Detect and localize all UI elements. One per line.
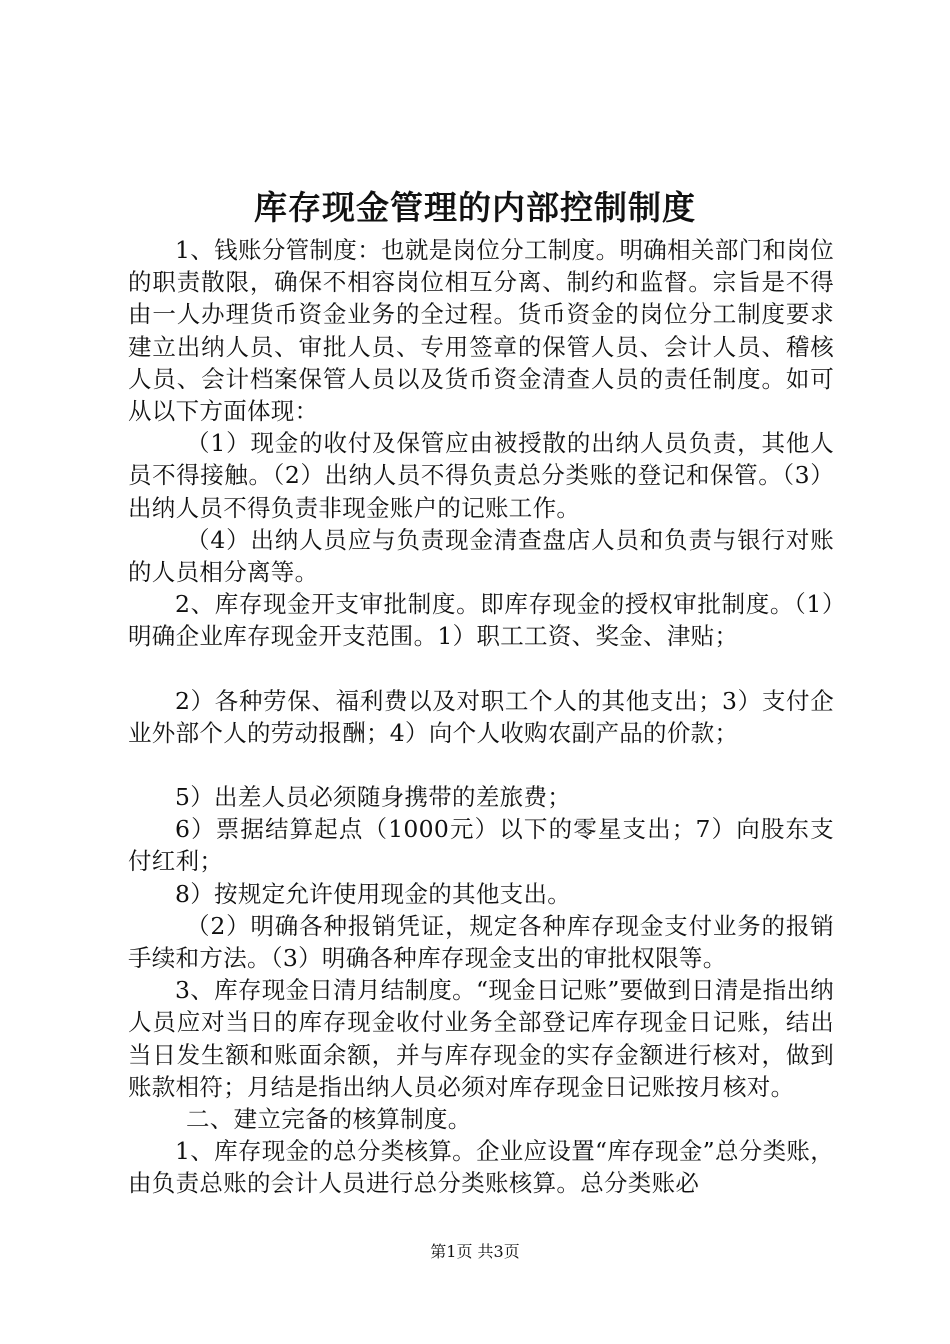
paragraph-3: （4）出纳人员应与负责现金清查盘店人员和负责与银行对账的人员相分离等。 <box>128 525 834 587</box>
paragraph-9: （2）明确各种报销凭证，规定各种库存现金支付业务的报销手续和方法。（3）明确各种库存现金支出的审批权限等。 <box>128 911 834 973</box>
document-body <box>128 234 834 1200</box>
paragraph-12: 1、库存现金的总分类核算。企业应设置“库存现金”总分类账，由负责总账的会计人员进行总分类账核算。总分类账必 <box>128 1137 834 1198</box>
page-number-footer: 第1页 共3页 <box>430 1242 520 1261</box>
paragraph-7: 6）票据结算起点（1000元）以下的零星支出；7）向股东支付红利； <box>128 815 834 876</box>
paragraph-1: 1、钱账分管制度：也就是岗位分工制度。明确相关部门和岗位的职责散限，确保不相容岗位相互分离、制约和监督。宗旨是不得由一人办理货币资金业务的全过程。货币资金的岗位分工制度要求建立出纳人员、审批人员、专用签章的保管人员、会计人员、稽核人员、会计档案保管人员以及货币资金清查人员的责任制度。如可从以下方面体现： <box>128 236 834 426</box>
paragraph-4: 2、库存现金开支审批制度。即库存现金的授权审批制度。（1）明确企业库存现金开支范围。1）职工工资、奖金、津贴； <box>128 590 834 651</box>
paragraph-11: 二、建立完备的核算制度。 <box>186 1105 472 1134</box>
paragraph-2: （1）现金的收付及保管应由被授散的出纳人员负责，其他人员不得接触。（2）出纳人员不得负责总分类账的登记和保管。（3）出纳人员不得负责非现金账户的记账工作。 <box>128 429 834 522</box>
paragraph-10: 3、库存现金日清月结制度。“现金日记账”要做到日清是指出纳人员应对当日的库存现金收付业务全部登记库存现金日记账，结出当日发生额和账面余额，并与库存现金的实存金额进行核对，做到账款相符；月结是指出纳人员必须对库存现金日记账按月核对。 <box>128 976 834 1101</box>
paragraph-5: 2）各种劳保、福利费以及对职工个人的其他支出；3）支付企业外部个人的劳动报酬；4）向个人收购农副产品的价款； <box>128 686 834 747</box>
document-title: 库存现金管理的内部控制制度 <box>254 188 696 227</box>
paragraph-8: 8）按规定允许使用现金的其他支出。 <box>175 879 572 908</box>
paragraph-6: 5）出差人员必须随身携带的差旅费； <box>175 783 572 812</box>
